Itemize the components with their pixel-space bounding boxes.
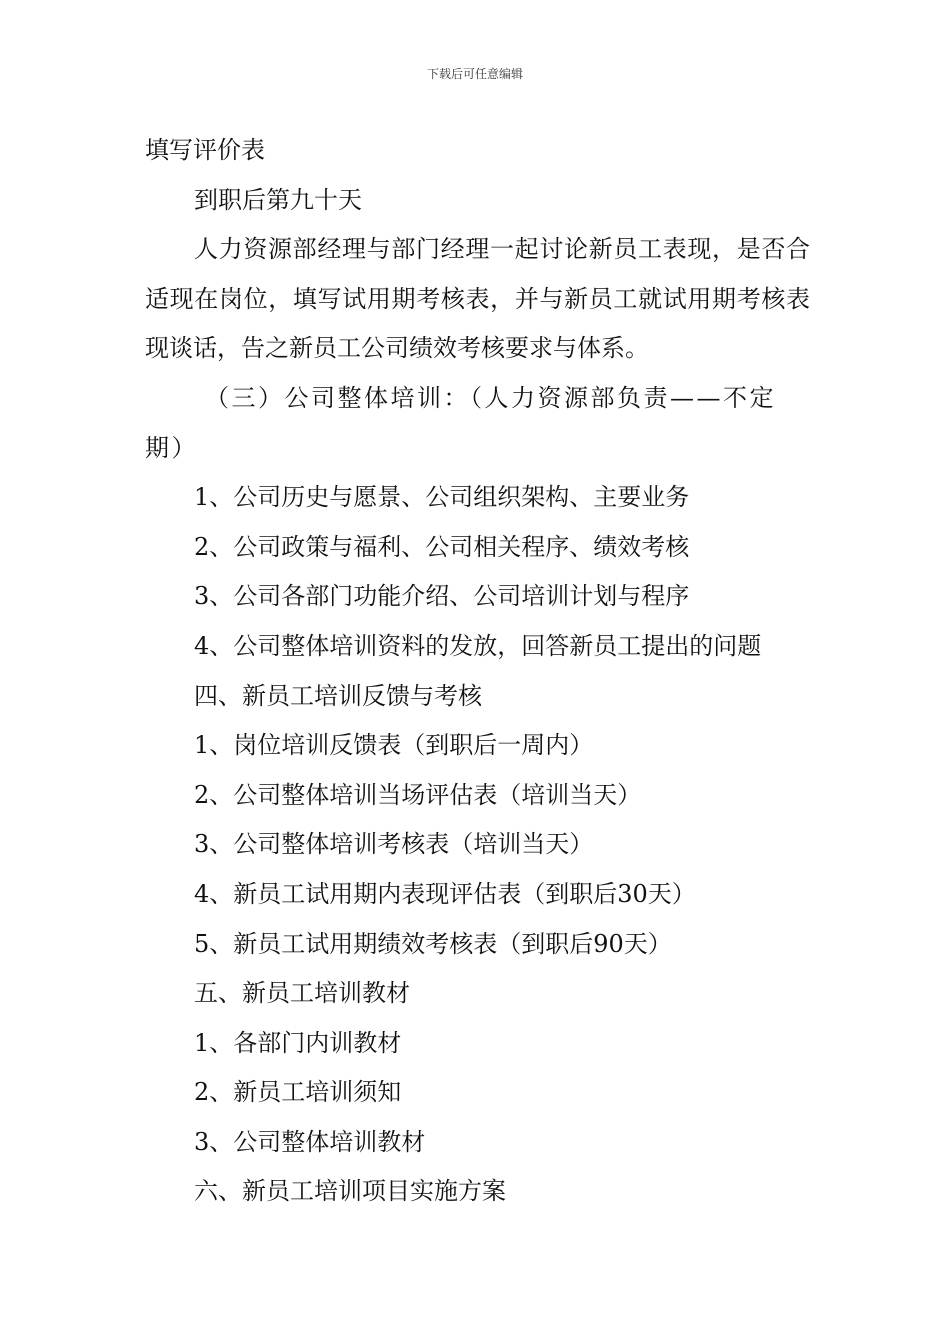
paragraph-day-ninety: 到职后第九十天: [194, 185, 362, 214]
list-item: 3、公司整体培训考核表（培训当天）: [194, 830, 594, 859]
section-heading-implementation: 六、新员工培训项目实施方案: [194, 1177, 506, 1206]
document-body: [145, 126, 810, 1217]
page-header: 下载后可任意编辑: [426, 67, 523, 81]
section-heading-feedback: 四、新员工培训反馈与考核: [194, 681, 482, 710]
list-item: 2、新员工培训须知: [194, 1078, 402, 1107]
list-item: 5、新员工试用期绩效考核表（到职后90天）: [194, 929, 672, 958]
list-item: 1、公司历史与愿景、公司组织架构、主要业务: [194, 483, 690, 512]
list-item: 1、岗位培训反馈表（到职后一周内）: [194, 731, 594, 760]
list-item: 4、新员工试用期内表现评估表（到职后30天）: [194, 879, 696, 908]
heading-company-training: （三）公司整体培训：（人力资源部负责——不定期）: [145, 383, 776, 462]
list-item: 3、公司各部门功能介绍、公司培训计划与程序: [194, 582, 690, 611]
list-item: 3、公司整体培训教材: [194, 1127, 426, 1156]
list-item: 1、各部门内训教材: [194, 1028, 402, 1057]
list-item: 2、公司政策与福利、公司相关程序、绩效考核: [194, 532, 690, 561]
paragraph-hr-discussion: 人力资源部经理与部门经理一起讨论新员工表现，是否合适现在岗位，填写试用期考核表，并与新员工就试用期考核表现谈话，告之新员工公司绩效考核要求与体系。: [145, 235, 810, 363]
section-heading-materials: 五、新员工培训教材: [194, 979, 410, 1008]
list-item: 4、公司整体培训资料的发放，回答新员工提出的问题: [194, 631, 762, 660]
paragraph-fill-evaluation: 填写评价表: [145, 136, 265, 164]
list-item: 2、公司整体培训当场评估表（培训当天）: [194, 780, 642, 809]
